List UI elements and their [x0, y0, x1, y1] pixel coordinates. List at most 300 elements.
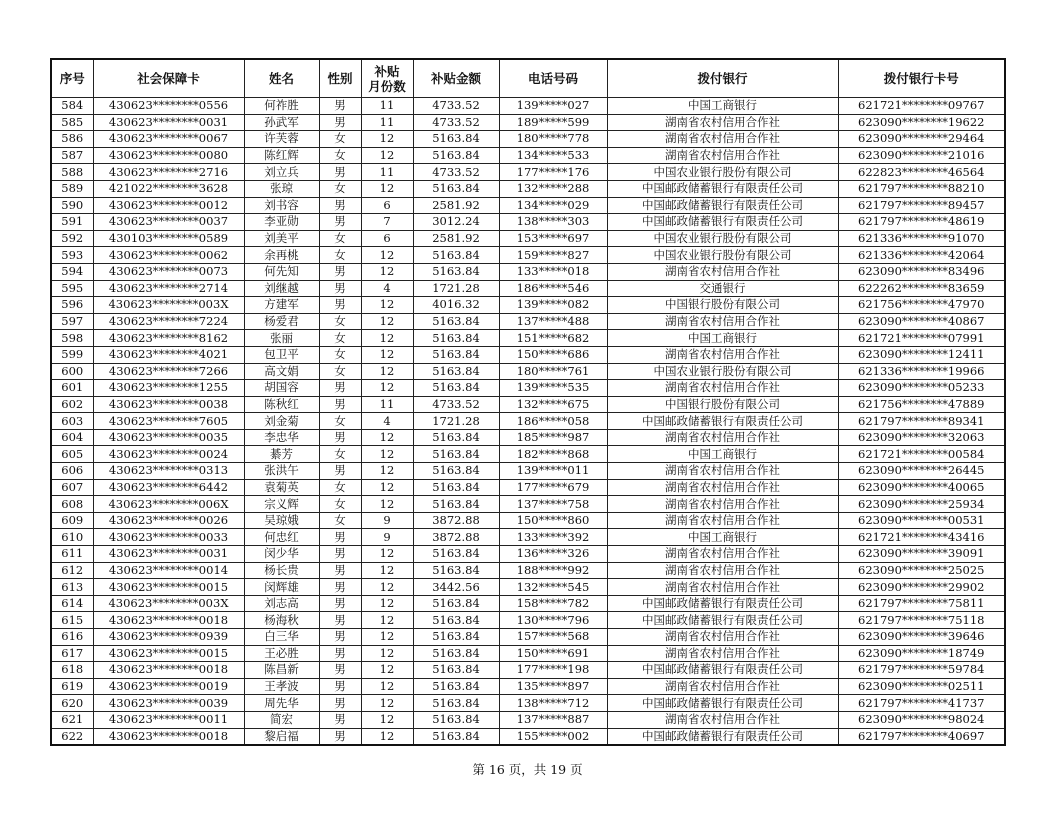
- cell-amount: 4733.52: [413, 396, 499, 413]
- cell-name: 刘志高: [244, 595, 319, 612]
- cell-social-security-card: 430623********0011: [93, 711, 244, 728]
- cell-gender: 女: [319, 180, 361, 197]
- cell-bank-card: 621756********47970: [838, 297, 1005, 314]
- cell-phone: 186*****546: [499, 280, 607, 297]
- cell-gender: 女: [319, 230, 361, 247]
- cell-bank-card: 623090********21016: [838, 147, 1005, 164]
- cell-name: 黎启福: [244, 728, 319, 745]
- table-row: [51, 413, 1005, 430]
- cell-amount: 5163.84: [413, 612, 499, 629]
- cell-index: 599: [51, 346, 93, 363]
- cell-gender: 男: [319, 579, 361, 596]
- cell-bank: 湖南省农村信用合作社: [607, 711, 838, 728]
- cell-bank: 湖南省农村信用合作社: [607, 147, 838, 164]
- cell-name: 白三华: [244, 629, 319, 646]
- cell-bank: 中国工商银行: [607, 330, 838, 347]
- cell-bank-card: 623090********29902: [838, 579, 1005, 596]
- cell-name: 陈昌新: [244, 662, 319, 679]
- cell-social-security-card: 430623********0018: [93, 728, 244, 745]
- cell-gender: 女: [319, 147, 361, 164]
- cell-social-security-card: 430623********003X: [93, 297, 244, 314]
- cell-bank: 中国农业银行股份有限公司: [607, 247, 838, 264]
- cell-social-security-card: 430623********7266: [93, 363, 244, 380]
- cell-name: 王必胜: [244, 645, 319, 662]
- cell-gender: 女: [319, 479, 361, 496]
- cell-index: 590: [51, 197, 93, 214]
- cell-bank: 中国银行股份有限公司: [607, 297, 838, 314]
- header-amount: 补贴金额: [413, 59, 499, 98]
- cell-social-security-card: 430623********0012: [93, 197, 244, 214]
- table-row: [51, 728, 1005, 745]
- table-row: [51, 463, 1005, 480]
- table-row: [51, 380, 1005, 397]
- cell-gender: 男: [319, 728, 361, 745]
- cell-phone: 180*****778: [499, 131, 607, 148]
- cell-index: 603: [51, 413, 93, 430]
- cell-phone: 158*****782: [499, 595, 607, 612]
- cell-amount: 3872.88: [413, 512, 499, 529]
- cell-phone: 139*****027: [499, 98, 607, 115]
- cell-index: 622: [51, 728, 93, 745]
- cell-phone: 130*****796: [499, 612, 607, 629]
- cell-name: 刘立兵: [244, 164, 319, 181]
- cell-gender: 男: [319, 463, 361, 480]
- cell-bank-card: 621721********09767: [838, 98, 1005, 115]
- table-row: [51, 280, 1005, 297]
- cell-amount: 2581.92: [413, 197, 499, 214]
- cell-name: 闵辉雄: [244, 579, 319, 596]
- cell-name: 杨海秋: [244, 612, 319, 629]
- table-row: [51, 612, 1005, 629]
- cell-phone: 157*****568: [499, 629, 607, 646]
- cell-months: 4: [361, 413, 413, 430]
- table-row: [51, 330, 1005, 347]
- cell-bank: 湖南省农村信用合作社: [607, 645, 838, 662]
- cell-name: 包卫平: [244, 346, 319, 363]
- cell-months: 4: [361, 280, 413, 297]
- cell-gender: 女: [319, 512, 361, 529]
- cell-bank: 中国邮政储蓄银行有限责任公司: [607, 197, 838, 214]
- cell-amount: 4733.52: [413, 164, 499, 181]
- cell-name: 孙武军: [244, 114, 319, 131]
- cell-phone: 138*****303: [499, 214, 607, 231]
- cell-phone: 133*****392: [499, 529, 607, 546]
- cell-months: 6: [361, 197, 413, 214]
- cell-gender: 男: [319, 380, 361, 397]
- cell-bank: 中国邮政储蓄银行有限责任公司: [607, 728, 838, 745]
- cell-bank-card: 621336********91070: [838, 230, 1005, 247]
- cell-months: 11: [361, 396, 413, 413]
- table-row: [51, 297, 1005, 314]
- cell-phone: 132*****545: [499, 579, 607, 596]
- cell-name: 李忠华: [244, 429, 319, 446]
- cell-amount: 5163.84: [413, 363, 499, 380]
- cell-amount: 5163.84: [413, 629, 499, 646]
- cell-bank-card: 621797********40697: [838, 728, 1005, 745]
- cell-bank-card: 622262********83659: [838, 280, 1005, 297]
- cell-bank: 湖南省农村信用合作社: [607, 380, 838, 397]
- table-row: [51, 396, 1005, 413]
- cell-bank: 湖南省农村信用合作社: [607, 496, 838, 513]
- cell-index: 597: [51, 313, 93, 330]
- cell-bank-card: 623090********18749: [838, 645, 1005, 662]
- cell-months: 12: [361, 131, 413, 148]
- table-row: [51, 662, 1005, 679]
- cell-bank: 湖南省农村信用合作社: [607, 512, 838, 529]
- cell-social-security-card: 430623********8162: [93, 330, 244, 347]
- cell-index: 609: [51, 512, 93, 529]
- cell-months: 11: [361, 98, 413, 115]
- cell-bank-card: 621336********42064: [838, 247, 1005, 264]
- cell-phone: 177*****198: [499, 662, 607, 679]
- cell-amount: 5163.84: [413, 147, 499, 164]
- cell-bank-card: 621721********07991: [838, 330, 1005, 347]
- cell-social-security-card: 430623********0033: [93, 529, 244, 546]
- cell-social-security-card: 430623********0037: [93, 214, 244, 231]
- cell-bank: 湖南省农村信用合作社: [607, 678, 838, 695]
- cell-social-security-card: 430623********7224: [93, 313, 244, 330]
- cell-social-security-card: 430623********0939: [93, 629, 244, 646]
- cell-bank-card: 623090********19622: [838, 114, 1005, 131]
- cell-amount: 5163.84: [413, 263, 499, 280]
- cell-index: 587: [51, 147, 93, 164]
- cell-bank-card: 623090********29464: [838, 131, 1005, 148]
- cell-months: 12: [361, 728, 413, 745]
- cell-gender: 女: [319, 496, 361, 513]
- cell-months: 12: [361, 496, 413, 513]
- cell-social-security-card: 430623********0026: [93, 512, 244, 529]
- cell-bank-card: 623090********26445: [838, 463, 1005, 480]
- cell-months: 12: [361, 662, 413, 679]
- cell-gender: 男: [319, 529, 361, 546]
- cell-social-security-card: 430623********0015: [93, 579, 244, 596]
- table-row: [51, 230, 1005, 247]
- cell-bank: 中国邮政储蓄银行有限责任公司: [607, 595, 838, 612]
- cell-gender: 女: [319, 313, 361, 330]
- cell-months: 9: [361, 529, 413, 546]
- table-row: [51, 247, 1005, 264]
- cell-phone: 150*****691: [499, 645, 607, 662]
- cell-gender: 男: [319, 164, 361, 181]
- cell-gender: 男: [319, 645, 361, 662]
- cell-bank-card: 623090********39646: [838, 629, 1005, 646]
- cell-index: 617: [51, 645, 93, 662]
- table-row: [51, 114, 1005, 131]
- cell-amount: 5163.84: [413, 463, 499, 480]
- cell-index: 591: [51, 214, 93, 231]
- header-social-security-card: 社会保障卡: [93, 59, 244, 98]
- cell-months: 12: [361, 678, 413, 695]
- cell-social-security-card: 430623********0018: [93, 612, 244, 629]
- cell-name: 余再桃: [244, 247, 319, 264]
- cell-months: 12: [361, 629, 413, 646]
- cell-amount: 5163.84: [413, 180, 499, 197]
- table-body: [51, 98, 1005, 746]
- cell-months: 12: [361, 429, 413, 446]
- cell-bank: 湖南省农村信用合作社: [607, 429, 838, 446]
- cell-amount: 5163.84: [413, 429, 499, 446]
- cell-bank-card: 621797********59784: [838, 662, 1005, 679]
- table-row: [51, 711, 1005, 728]
- table-row: [51, 164, 1005, 181]
- cell-social-security-card: 430623********2714: [93, 280, 244, 297]
- cell-index: 594: [51, 263, 93, 280]
- cell-gender: 女: [319, 346, 361, 363]
- header-name: 姓名: [244, 59, 319, 98]
- cell-months: 11: [361, 164, 413, 181]
- cell-gender: 男: [319, 595, 361, 612]
- table-row: [51, 529, 1005, 546]
- cell-bank: 湖南省农村信用合作社: [607, 629, 838, 646]
- cell-index: 605: [51, 446, 93, 463]
- cell-amount: 5163.84: [413, 662, 499, 679]
- cell-months: 12: [361, 711, 413, 728]
- cell-bank: 中国工商银行: [607, 98, 838, 115]
- cell-months: 6: [361, 230, 413, 247]
- cell-amount: 3442.56: [413, 579, 499, 596]
- cell-months: 12: [361, 645, 413, 662]
- table-row: [51, 695, 1005, 712]
- table-row: [51, 562, 1005, 579]
- cell-index: 620: [51, 695, 93, 712]
- cell-social-security-card: 430623********0014: [93, 562, 244, 579]
- cell-bank: 中国邮政储蓄银行有限责任公司: [607, 612, 838, 629]
- cell-amount: 4016.32: [413, 297, 499, 314]
- cell-gender: 男: [319, 263, 361, 280]
- cell-index: 612: [51, 562, 93, 579]
- cell-gender: 男: [319, 280, 361, 297]
- table-row: [51, 147, 1005, 164]
- cell-months: 12: [361, 595, 413, 612]
- cell-gender: 男: [319, 429, 361, 446]
- cell-index: 588: [51, 164, 93, 181]
- table-row: [51, 263, 1005, 280]
- cell-social-security-card: 430623********0038: [93, 396, 244, 413]
- cell-index: 602: [51, 396, 93, 413]
- cell-phone: 153*****697: [499, 230, 607, 247]
- cell-name: 高文娟: [244, 363, 319, 380]
- table-row: [51, 645, 1005, 662]
- cell-months: 12: [361, 695, 413, 712]
- cell-social-security-card: 430623********0062: [93, 247, 244, 264]
- cell-gender: 男: [319, 678, 361, 695]
- cell-phone: 186*****058: [499, 413, 607, 430]
- table-row: [51, 496, 1005, 513]
- cell-bank-card: 621336********19966: [838, 363, 1005, 380]
- cell-name: 王孝波: [244, 678, 319, 695]
- cell-social-security-card: 430623********0556: [93, 98, 244, 115]
- cell-months: 12: [361, 463, 413, 480]
- cell-amount: 5163.84: [413, 446, 499, 463]
- cell-name: 方建军: [244, 297, 319, 314]
- cell-amount: 3872.88: [413, 529, 499, 546]
- cell-name: 张洪午: [244, 463, 319, 480]
- cell-gender: 男: [319, 562, 361, 579]
- cell-name: 刘金菊: [244, 413, 319, 430]
- table-header-row: [51, 59, 1005, 98]
- cell-bank-card: 621797********75118: [838, 612, 1005, 629]
- cell-gender: 男: [319, 711, 361, 728]
- cell-social-security-card: 430623********0015: [93, 645, 244, 662]
- cell-gender: 男: [319, 612, 361, 629]
- cell-amount: 5163.84: [413, 131, 499, 148]
- cell-name: 綦芳: [244, 446, 319, 463]
- cell-index: 621: [51, 711, 93, 728]
- cell-social-security-card: 430103********0589: [93, 230, 244, 247]
- cell-name: 宗义辉: [244, 496, 319, 513]
- cell-bank-card: 623090********98024: [838, 711, 1005, 728]
- cell-gender: 女: [319, 363, 361, 380]
- cell-phone: 138*****712: [499, 695, 607, 712]
- page-number: 第 16 页，共 19 页: [472, 762, 583, 777]
- cell-bank-card: 623090********40065: [838, 479, 1005, 496]
- cell-gender: 男: [319, 662, 361, 679]
- cell-name: 刘书容: [244, 197, 319, 214]
- cell-index: 618: [51, 662, 93, 679]
- cell-amount: 5163.84: [413, 645, 499, 662]
- header-bank-card: 拨付银行卡号: [838, 59, 1005, 98]
- cell-months: 12: [361, 330, 413, 347]
- cell-bank-card: 623090********12411: [838, 346, 1005, 363]
- cell-phone: 137*****758: [499, 496, 607, 513]
- cell-amount: 5163.84: [413, 695, 499, 712]
- cell-phone: 136*****326: [499, 546, 607, 563]
- cell-social-security-card: 430623********0039: [93, 695, 244, 712]
- cell-gender: 男: [319, 214, 361, 231]
- cell-index: 615: [51, 612, 93, 629]
- cell-bank: 中国农业银行股份有限公司: [607, 164, 838, 181]
- cell-bank-card: 621721********00584: [838, 446, 1005, 463]
- header-months: 补贴 月份数: [361, 59, 413, 98]
- table-row: [51, 512, 1005, 529]
- cell-amount: 5163.84: [413, 313, 499, 330]
- cell-gender: 男: [319, 297, 361, 314]
- cell-amount: 1721.28: [413, 413, 499, 430]
- cell-amount: 5163.84: [413, 380, 499, 397]
- cell-bank: 中国农业银行股份有限公司: [607, 230, 838, 247]
- cell-bank-card: 623090********00531: [838, 512, 1005, 529]
- cell-months: 12: [361, 363, 413, 380]
- table-row: [51, 346, 1005, 363]
- cell-phone: 139*****535: [499, 380, 607, 397]
- table-row: [51, 446, 1005, 463]
- cell-bank: 中国邮政储蓄银行有限责任公司: [607, 662, 838, 679]
- cell-bank: 中国邮政储蓄银行有限责任公司: [607, 695, 838, 712]
- cell-name: 许芙蓉: [244, 131, 319, 148]
- cell-gender: 男: [319, 629, 361, 646]
- cell-amount: 5163.84: [413, 546, 499, 563]
- cell-bank: 湖南省农村信用合作社: [607, 313, 838, 330]
- cell-bank: 湖南省农村信用合作社: [607, 562, 838, 579]
- cell-social-security-card: 421022********3628: [93, 180, 244, 197]
- cell-index: 593: [51, 247, 93, 264]
- cell-amount: 5163.84: [413, 711, 499, 728]
- cell-social-security-card: 430623********0024: [93, 446, 244, 463]
- cell-social-security-card: 430623********4021: [93, 346, 244, 363]
- cell-amount: 2581.92: [413, 230, 499, 247]
- subsidy-table: [50, 58, 1006, 746]
- cell-social-security-card: 430623********0073: [93, 263, 244, 280]
- cell-months: 12: [361, 313, 413, 330]
- cell-index: 586: [51, 131, 93, 148]
- cell-social-security-card: 430623********0031: [93, 546, 244, 563]
- cell-name: 何忠红: [244, 529, 319, 546]
- cell-phone: 180*****761: [499, 363, 607, 380]
- table-row: [51, 214, 1005, 231]
- cell-months: 12: [361, 247, 413, 264]
- cell-amount: 5163.84: [413, 678, 499, 695]
- cell-months: 12: [361, 147, 413, 164]
- cell-phone: 139*****011: [499, 463, 607, 480]
- cell-bank-card: 621797********41737: [838, 695, 1005, 712]
- cell-bank: 中国银行股份有限公司: [607, 396, 838, 413]
- cell-index: 584: [51, 98, 93, 115]
- cell-name: 陈红辉: [244, 147, 319, 164]
- cell-amount: 5163.84: [413, 247, 499, 264]
- cell-name: 陈秋红: [244, 396, 319, 413]
- cell-gender: 男: [319, 396, 361, 413]
- table-row: [51, 363, 1005, 380]
- cell-name: 闵少华: [244, 546, 319, 563]
- cell-social-security-card: 430623********0018: [93, 662, 244, 679]
- cell-bank: 湖南省农村信用合作社: [607, 114, 838, 131]
- table-row: [51, 131, 1005, 148]
- cell-bank-card: 621797********88210: [838, 180, 1005, 197]
- cell-gender: 男: [319, 546, 361, 563]
- cell-index: 598: [51, 330, 93, 347]
- cell-amount: 5163.84: [413, 562, 499, 579]
- cell-bank-card: 623090********02511: [838, 678, 1005, 695]
- cell-social-security-card: 430623********0313: [93, 463, 244, 480]
- cell-name: 张丽: [244, 330, 319, 347]
- cell-bank-card: 623090********39091: [838, 546, 1005, 563]
- cell-index: 600: [51, 363, 93, 380]
- cell-phone: 139*****082: [499, 297, 607, 314]
- cell-gender: 男: [319, 197, 361, 214]
- cell-months: 12: [361, 380, 413, 397]
- cell-bank: 中国工商银行: [607, 446, 838, 463]
- cell-index: 604: [51, 429, 93, 446]
- cell-index: 616: [51, 629, 93, 646]
- cell-index: 613: [51, 579, 93, 596]
- table-row: [51, 678, 1005, 695]
- cell-phone: 132*****675: [499, 396, 607, 413]
- cell-index: 607: [51, 479, 93, 496]
- cell-name: 杨长贵: [244, 562, 319, 579]
- table-row: [51, 595, 1005, 612]
- cell-bank-card: 621756********47889: [838, 396, 1005, 413]
- cell-index: 585: [51, 114, 93, 131]
- cell-bank-card: 623090********83496: [838, 263, 1005, 280]
- header-gender: 性别: [319, 59, 361, 98]
- cell-phone: 155*****002: [499, 728, 607, 745]
- header-bank: 拨付银行: [607, 59, 838, 98]
- cell-amount: 5163.84: [413, 728, 499, 745]
- cell-phone: 189*****599: [499, 114, 607, 131]
- header-phone: 电话号码: [499, 59, 607, 98]
- cell-gender: 女: [319, 446, 361, 463]
- cell-name: 何祚胜: [244, 98, 319, 115]
- cell-bank: 湖南省农村信用合作社: [607, 346, 838, 363]
- table-row: [51, 429, 1005, 446]
- cell-index: 608: [51, 496, 93, 513]
- cell-bank: 湖南省农村信用合作社: [607, 479, 838, 496]
- cell-bank: 中国农业银行股份有限公司: [607, 363, 838, 380]
- cell-amount: 5163.84: [413, 479, 499, 496]
- cell-months: 7: [361, 214, 413, 231]
- cell-months: 9: [361, 512, 413, 529]
- cell-bank-card: 621797********89341: [838, 413, 1005, 430]
